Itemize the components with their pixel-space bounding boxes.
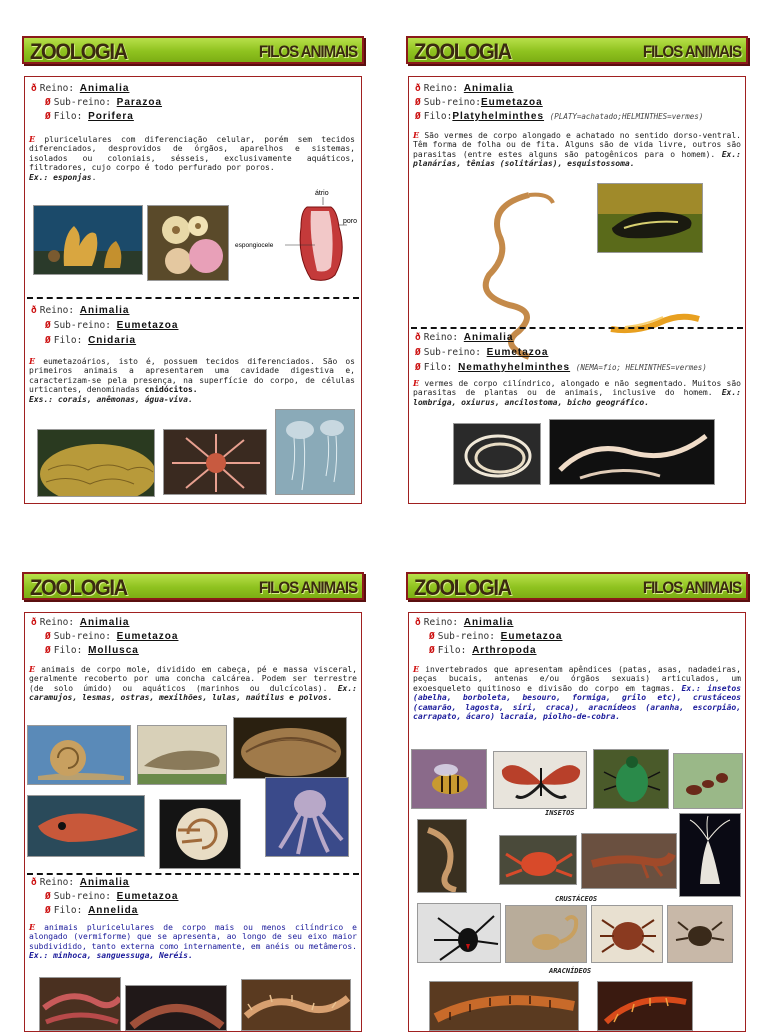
- reino-value: Animalia: [463, 617, 514, 628]
- section-divider: [27, 873, 359, 875]
- subreino-value: Eumetazoa: [116, 631, 179, 642]
- description-nemathelminthes: E vermes de corpo cilíndrico, alongado e não segmentado. Muitos são parasitas de plantas ou de animais, inclusive do homem. Ex.: lombriga, oxiurus, ancilostoma, bicho geográfico.: [413, 378, 741, 407]
- barnacle-photo: [679, 813, 741, 897]
- beetle-photo: [593, 749, 669, 809]
- empty-set-icon: Ø: [429, 631, 435, 642]
- bee-photo: [411, 749, 487, 809]
- empty-set-icon: Ø: [45, 335, 51, 346]
- filo-value: Cnidaria: [88, 335, 137, 346]
- lobster-photo: [581, 833, 677, 889]
- filo-value: Annelida: [88, 905, 139, 916]
- mite-photo: [667, 905, 733, 963]
- e-bullet-icon: E: [413, 130, 420, 140]
- filo-value: Mollusca: [88, 645, 139, 656]
- filo-value: Nemathyhelminthes: [458, 362, 571, 373]
- subreino-value: Parazoa: [116, 97, 163, 108]
- description-mollusca: E animais de corpo mole, dividido em cabeça, pé e massa visceral, geralmente recoberto por uma concha calcárea. Podem ser terrestre (de solo úmido) ou aquáticos (marinhos ou dulcícolas). Ex.: caramujos, lesmas, ostras, mexilhões, lulas, naútilus e polvos.: [29, 664, 357, 703]
- subreino-value: Eumetazoa: [486, 347, 549, 358]
- reino-value: Animalia: [463, 83, 514, 94]
- banner-subtitle: FILOS ANIMAIS: [258, 42, 357, 61]
- caption-crustaceos: CRUSTÁCEOS: [555, 895, 598, 903]
- tick-photo: [591, 905, 663, 963]
- banner-subtitle: FILOS ANIMAIS: [258, 578, 357, 597]
- nautilus-photo: [159, 799, 241, 869]
- empty-set-icon: Ø: [45, 97, 51, 108]
- schistosoma-illustration: [605, 299, 705, 341]
- empty-set-icon: Ø: [415, 97, 421, 108]
- e-bullet-icon: E: [29, 356, 36, 366]
- etymology-note: (NEMA=fio; HELMINTHES=vermes): [575, 363, 707, 372]
- squid-photo: [27, 795, 145, 857]
- bullet-icon: ð: [31, 617, 37, 628]
- empty-set-icon: Ø: [429, 645, 435, 656]
- empty-set-icon: Ø: [415, 347, 421, 358]
- bullet-icon: ð: [31, 877, 37, 888]
- octopus-photo: [265, 777, 349, 857]
- bullet-icon: ð: [415, 617, 421, 628]
- empty-set-icon: Ø: [415, 362, 421, 373]
- jellyfish-photo: [275, 409, 355, 495]
- e-bullet-icon: E: [29, 134, 36, 144]
- section-divider: [411, 327, 743, 329]
- banner-subtitle: FILOS ANIMAIS: [642, 42, 741, 61]
- reino-value: Animalia: [79, 617, 130, 628]
- empty-set-icon: Ø: [45, 645, 51, 656]
- empty-set-icon: Ø: [45, 320, 51, 331]
- banner: [22, 36, 364, 64]
- description-porifera: E pluricelulares com diferenciação celular, porém sem tecidos diferenciados, desprovidos de órgãos, aparelhos e sistemas, isolados ou coloniais, sésseis, exclusivamente aquáticos, filtradores, cujo corpo é todo perfurado por poros. Ex.: esponjas.: [29, 134, 355, 182]
- earthworm-photo: [39, 977, 121, 1031]
- sponge-anatomy-diagram: [235, 187, 359, 287]
- empty-set-icon: Ø: [45, 891, 51, 902]
- description-arthropoda: E invertebrados que apresentam apêndices (patas, asas, nadadeiras, peças bucais, antenas e/ou órgãos sexuais) articulados, um exoesqueleto quitinoso e divisão do corpo em tagmas. Ex.: insetos (abelha, borboleta, besouro, formiga, grilo etc), crustáceos (camarão, lagosta, siri, craca), aracnídeos (aranha, escorpião, carrapato, ácaro) lacraia, piolho-de-cobra.: [413, 664, 741, 722]
- filo-value: Arthropoda: [472, 645, 537, 656]
- banner: [406, 572, 748, 600]
- card: ð Reino: Animalia Ø Sub-reino:Eumetazoa Ø Filo:Platyhelminthes (PLATY=achatado;HELMINTHES=vermes) E São vermes de corpo alongado e achatado no sentido dorso-ventral. Têm forma de folha ou de fita. Alguns são de vida livre, outros são parasitas (entre estes alguns são patogênicos para o homem). Ex.: planárias, tênias (solitárias), esquistossoma. ð Reino: Animalia Ø Sub-reino: Eumetazoa Ø Filo: Nemathyhelminthes (NEMA=fio; HELMINTHES=vermes) E vermes de corpo cilíndrico, alongado e não segmentado. Muitos são parasitas de plantas ou de animais, inclusive do homem. Ex.: lombriga, oxiurus, ancilostoma, bicho geográfico.: [408, 76, 746, 504]
- reino-value: Animalia: [79, 877, 130, 888]
- banner-title: ZOOLOGIA: [30, 39, 127, 64]
- diagram-label-atrio: átrio: [315, 190, 329, 197]
- sponge-photo: [33, 205, 143, 275]
- butterfly-photo: [493, 751, 587, 809]
- panel-porifera-cnidaria: [22, 36, 364, 506]
- nereis-photo: [241, 979, 351, 1031]
- banner-subtitle: FILOS ANIMAIS: [642, 578, 741, 597]
- card: ð Reino: Animalia Ø Sub-reino: Eumetazoa Ø Filo: Mollusca E animais de corpo mole, dividido em cabeça, pé e massa visceral, geralmente recoberto por uma concha calcárea. Podem ser terrestre (de solo úmido) ou aquáticos (marinhos ou dulcícolas). Ex.: caramujos, lesmas, ostras, mexilhões, lulas, naútilus e polvos. ð Reino: Animalia Ø Sub-reino: Eumetazoa Ø Filo: Annelida E animais pluricelulares de corpo mais ou menos cilíndrico e alongado (vermiforme) que se apresenta, ao longo de seu eixo maior subdividido, tanto externa como internamente, em anéis ou metâmeros. Ex.: minhoca, sanguessuga, Neréis.: [24, 612, 362, 1032]
- subreino-value: Eumetazoa: [480, 97, 543, 108]
- bullet-icon: ð: [31, 305, 37, 316]
- caption-insetos: INSETOS: [545, 809, 575, 817]
- diagram-label-poro: poro: [343, 218, 358, 225]
- anemone-photo: [163, 429, 267, 495]
- sponge-photo-2: [147, 205, 229, 281]
- empty-set-icon: Ø: [45, 905, 51, 916]
- oyster-photo: [233, 717, 347, 779]
- empty-set-icon: Ø: [415, 111, 421, 122]
- description-cnidaria: E eumetazoários, isto é, possuem tecidos diferenciados. São os primeiros animais a apresentarem uma cavidade digestiva e, caracterizam-se pela presença, na superfície do corpo, de células urticantes, denominadas cnidócitos. Exs.: corais, anêmonas, água-viva.: [29, 356, 355, 404]
- scorpion-photo: [505, 905, 587, 963]
- shrimp-photo: [417, 819, 467, 893]
- ant-photo: [673, 753, 743, 809]
- description-platyhelminthes: E São vermes de corpo alongado e achatado no sentido dorso-ventral. Têm forma de folha ou de fita. Alguns são de vida livre, outros são parasitas (entre estes alguns são patogênicos para o homem). Ex.: planárias, tênias (solitárias), esquistossoma.: [413, 130, 741, 169]
- e-bullet-icon: E: [29, 922, 36, 932]
- card: ð Reino: Animalia Ø Sub-reino: Eumetazoa Ø Filo: Arthropoda E invertebrados que apresentam apêndices (patas, asas, nadadeiras, peças bucais, antenas e/ou órgãos sexuais) articulados, um exoesqueleto quitinoso e divisão do corpo em tagmas. Ex.: insetos (abelha, borboleta, besouro, formiga, grilo etc), crustáceos (camarão, lagosta, siri, craca), aracnídeos (aranha, escorpião, carrapato, ácaro) lacraia, piolho-de-cobra. INSETOS CRUSTÁCEOS ARACNÍDEOS: [408, 612, 746, 1032]
- banner-title: ZOOLOGIA: [414, 575, 511, 600]
- banner: [406, 36, 748, 64]
- hookworm-photo: [549, 419, 715, 485]
- reino-value: Animalia: [79, 305, 130, 316]
- empty-set-icon: Ø: [45, 111, 51, 122]
- empty-set-icon: Ø: [45, 631, 51, 642]
- spider-photo: [417, 903, 501, 963]
- subreino-value: Eumetazoa: [500, 631, 563, 642]
- panel-mollusca-annelida: [22, 572, 364, 1024]
- leech-photo: [125, 985, 227, 1031]
- snail-photo: [27, 725, 131, 785]
- card: ð Reino: Animalia Ø Sub-reino: Parazoa Ø Filo: Porifera E pluricelulares com diferenciação celular, porém sem tecidos diferenciados, desprovidos de órgãos, aparelhos e sistemas, isolados ou coloniais, sésseis, exclusivamente aquáticos, filtradores, cujo corpo é todo perfurado por poros. Ex.: esponjas. átrio poro espongiocele ð Reino: Animalia Ø Sub-reino: Eumetazoa Ø Filo: Cnidaria E eumetazoários, isto é, possuem tecidos diferenciados. São os primeiros animais a apresentarem uma cavidade digestiva e, caracterizam-se pela presença, na superfície do corpo, de células urticantes, denominadas cnidócitos. Exs.: corais, anêmonas, água-viva.: [24, 76, 362, 504]
- diagram-label-espongiocele: espongiocele: [235, 242, 274, 249]
- coral-photo: [37, 429, 155, 497]
- description-annelida: E animais pluricelulares de corpo mais ou menos cilíndrico e alongado (vermiforme) que se apresenta, ao longo de seu eixo maior subdividido, tanto externa como internamente, em anéis ou metâmeros. Ex.: minhoca, sanguessuga, Neréis.: [29, 922, 357, 961]
- caption-aracnideos: ARACNÍDEOS: [549, 967, 592, 975]
- banner: [22, 572, 364, 600]
- banner-title: ZOOLOGIA: [30, 575, 127, 600]
- filo-value: Porifera: [88, 111, 134, 122]
- roundworm-photo: [453, 423, 541, 485]
- filo-value: Platyhelminthes: [452, 111, 545, 122]
- reino-value: Animalia: [79, 83, 130, 94]
- panel-arthropoda: [406, 572, 748, 1024]
- bullet-icon: ð: [31, 83, 37, 94]
- subreino-value: Eumetazoa: [116, 891, 179, 902]
- crab-photo: [499, 835, 577, 885]
- planarian-photo: [597, 183, 703, 253]
- banner-title: ZOOLOGIA: [414, 39, 511, 64]
- bullet-icon: ð: [415, 332, 421, 343]
- e-bullet-icon: E: [413, 664, 420, 674]
- reino-value: Animalia: [463, 332, 514, 343]
- section-divider: [27, 297, 359, 299]
- slug-photo: [137, 725, 227, 785]
- etymology-note: (PLATY=achatado;HELMINTHES=vermes): [549, 112, 704, 121]
- bullet-icon: ð: [415, 83, 421, 94]
- subreino-value: Eumetazoa: [116, 320, 179, 331]
- e-bullet-icon: E: [29, 664, 36, 674]
- e-bullet-icon: E: [413, 378, 420, 388]
- panel-platyhelminthes-nemathelminthes: [406, 36, 748, 506]
